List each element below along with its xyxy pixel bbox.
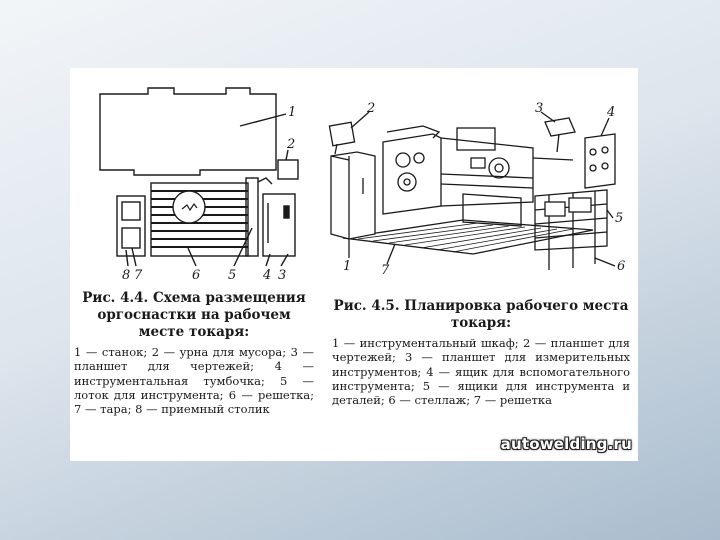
label-2: 2 (367, 101, 376, 116)
label-2: 2 (287, 137, 296, 152)
figure-4-4-title: Рис. 4.4. Схема размещения оргоснастки на рабочем месте токаря: (82, 290, 306, 340)
label-6: 6 (617, 259, 626, 274)
slide-content-panel (70, 68, 638, 461)
label-5: 5 (615, 211, 624, 226)
auxiliary-tool-box (585, 134, 615, 188)
label-1: 1 (343, 259, 352, 274)
label-8: 8 (122, 268, 131, 283)
waste-bin (278, 160, 298, 179)
label-3: 3 (535, 101, 544, 116)
drawing-board (329, 122, 354, 146)
label-1: 1 (288, 105, 297, 120)
figure-4-5-legend: 1 — инструментальный шкаф; 2 — планшет для чертежей; 3 — планшет для измерительных инструментов; 4 — ящик для вспомогательного инструмента; 5 — ящики для инструмента и деталей; 6 — стеллаж; 7 — решетка (332, 336, 630, 408)
figure-4-5-caption (332, 298, 630, 407)
figure-4-5-title: Рис. 4.5. Планировка рабочего места токаря: (333, 298, 629, 331)
label-6: 6 (192, 268, 201, 283)
label-7: 7 (134, 268, 143, 283)
tool-cabinet (331, 152, 375, 239)
operator-position (173, 191, 205, 223)
workplace-layout-figure (323, 98, 635, 303)
receiving-table (117, 196, 145, 256)
tare-container-top (122, 202, 140, 220)
layout-scheme-figure (88, 78, 320, 293)
tare-container-bottom (122, 228, 140, 248)
label-4: 4 (607, 105, 616, 120)
label-7: 7 (381, 263, 390, 278)
lathe-outline (100, 88, 276, 175)
label-5: 5 (228, 268, 237, 283)
measuring-tool-board (545, 118, 575, 136)
figure-4-4-caption (74, 290, 314, 416)
label-4: 4 (263, 268, 272, 283)
label-3: 3 (278, 268, 287, 283)
figure-4-4-legend: 1 — станок; 2 — урна для мусора; 3 — планшет для чертежей; 4 — инструментальная тумбочка; 5 — лоток для инструмента; 6 — решетка; 7 — тара; 8 — приемный столик (74, 345, 314, 417)
watermark: autowelding.ru (500, 435, 632, 453)
